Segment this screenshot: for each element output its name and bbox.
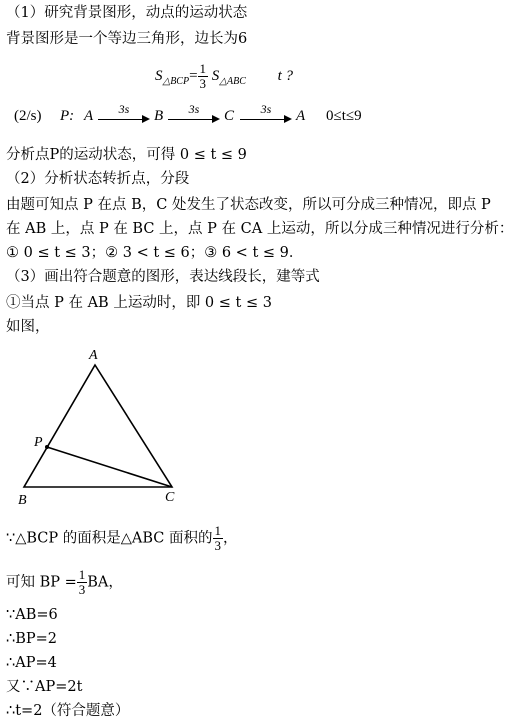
reason-1 [6, 524, 238, 553]
formula-num: 1 [199, 61, 207, 76]
motion-diagram [8, 102, 408, 132]
arrow-ab-time: 3s [118, 102, 130, 116]
label-c: C [165, 490, 175, 505]
reason-1-den: 3 [214, 538, 222, 553]
reason-2-fraction [77, 568, 88, 597]
cases-line: ① 0 ≤ t ≤ 3；② 3 < t ≤ 6；③ 6 < t ≤ 9． [6, 245, 304, 261]
reason-3: ∵AB=6 [6, 607, 58, 623]
background-description: 背景图形是一个等边三角形，边长为6 [6, 31, 248, 47]
formula-lhs-sub: △BCP [162, 75, 190, 87]
motion-point-b: B [154, 108, 164, 124]
label-a: A [89, 348, 98, 363]
reason-2-text: 可知 BP = [6, 574, 77, 591]
reason-6: 又∵AP=2t [6, 679, 83, 695]
section3-title: （3）画出符合题意的图形，表达线段长，建等式 [6, 269, 320, 285]
reason-1-text: ∵△BCP 的面积是△ABC 面积的 [6, 530, 213, 547]
explanation-line-2: 在 AB 上，点 P 在 BC 上，点 P 在 CA 上运动，所以分成三种情况进行分析： [6, 221, 514, 237]
reason-2-post: BA， [87, 574, 123, 591]
motion-p-label: P: [60, 108, 75, 124]
area-formula [155, 62, 293, 91]
arrow-ab [98, 102, 150, 122]
formula-rhs: S [211, 67, 220, 84]
segment-pc [47, 447, 172, 487]
reason-2 [6, 568, 123, 597]
label-b: B [18, 493, 27, 508]
reason-2-num: 1 [78, 567, 86, 582]
case1-line: ①当点 P 在 AB 上运动时，即 0 ≤ t ≤ 3 [6, 295, 272, 311]
arrow-ca-time: 3s [260, 102, 272, 116]
triangle-abc [24, 365, 172, 487]
arrow-bc [168, 102, 220, 122]
analysis-line: 分析点P的运动状态，可得 0 ≤ t ≤ 9 [6, 147, 247, 163]
arrow-ca [240, 102, 292, 122]
formula-lhs: S [155, 67, 163, 84]
point-p-dot [45, 445, 49, 449]
triangle-figure [0, 340, 200, 510]
as-shown-line: 如图， [6, 319, 50, 335]
reason-1-fraction [213, 524, 224, 553]
formula-den: 3 [199, 76, 207, 91]
reason-1-num: 1 [214, 523, 222, 538]
reason-4: ∴BP=2 [6, 631, 58, 647]
motion-point-c: C [224, 108, 235, 124]
formula-eq: = [189, 67, 198, 84]
section2-title: （2）分析状态转折点，分段 [6, 171, 190, 187]
motion-point-a: A [84, 108, 94, 124]
reason-7: ∴t=2（符合题意） [6, 703, 130, 719]
formula-fraction [198, 62, 209, 91]
reason-1-post: ， [223, 530, 238, 547]
reason-5: ∴AP=4 [6, 655, 57, 671]
label-p: P [34, 435, 43, 450]
explanation-line-1: 由题可知点 P 在点 B，C 处发生了状态改变，所以可分成三种情况，即点 P [6, 197, 491, 213]
motion-range: 0≤t≤9 [326, 108, 362, 124]
motion-speed: (2/s) [14, 108, 42, 124]
formula-question: t ? [277, 67, 294, 84]
arrow-bc-time: 3s [188, 102, 200, 116]
section1-title: （1）研究背景图形，动点的运动状态 [6, 5, 248, 21]
reason-2-den: 3 [78, 582, 86, 597]
formula-rhs-sub: △ABC [219, 75, 246, 87]
motion-point-end: A [296, 108, 306, 124]
